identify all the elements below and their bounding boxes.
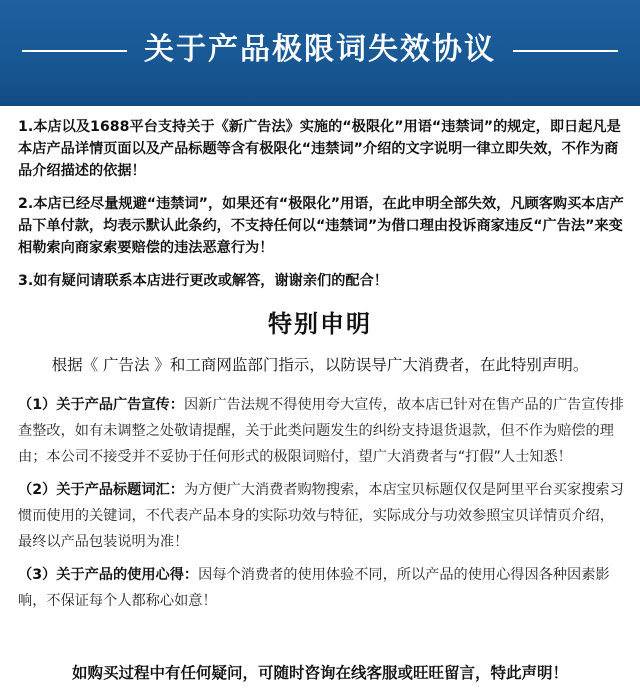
clause-text: 为方便广大消费者购物搜索，本店宝贝标题仅仅是阿里平台买家搜索习惯而使用的关键词，不代表产品本身的实际功效与特征，实际成分与功效参照宝贝详情页介绍，最终以产品包装说明为准！ [18,482,624,550]
special-statement-intro: 根据《 广告法 》和工商网监部门指示，以防误导广大消费者，在此特别声明。 [51,356,589,374]
clause-item-2 [18,477,624,555]
rule-item-1: 1.本店以及1688平台支持关于《新广告法》实施的“极限化”用语“违禁词”的规定，即日起凡是本店产品详情页面以及产品标题等含有极限化“违禁词”介绍的文字说明一律立即失效，不作为商品介绍描述的依据！ [18,119,621,179]
page-title: 关于产品极限词失效协议 [144,32,496,67]
rule-item-2: 2.本店已经尽量规避“违禁词”，如果还有“极限化”用语，在此申明全部失效，凡顾客购买本店产品下单付款，均表示默认此条约，不支持任何以“违禁词”为借口理由投诉商家违反“广告法”来变相勒索向商家索要赔偿的违法恶意行为！ [18,196,624,256]
clause-text: 因每个消费者的使用体验不同，所以产品的使用心得因各种因素影响，不保证每个人都称心如意！ [18,567,610,609]
banner-divider-right [513,50,618,52]
clause-label: （2）关于产品标题词汇： [18,482,184,498]
clause-label: （1）关于产品广告宣传： [18,397,184,413]
clause-item-3 [18,562,624,614]
clause-label: （3）关于产品的使用心得： [18,567,199,583]
rule-item-3: 3.如有疑问请联系本店进行更改或解答，谢谢亲们的配合！ [18,273,388,289]
footer-statement: 如购买过程中有任何疑问，可随时咨询在线客服或旺旺留言，特此声明！ [71,664,568,682]
clauses-list [18,392,624,621]
rules-list [18,116,626,303]
header-banner [0,0,640,106]
special-statement-title: 特别申明 [268,310,372,338]
clause-text: 因新广告法规不得使用夸大宣传，故本店已针对在售产品的广告宣传排查整改，如有未调整之处敬请提醒，关于此类问题发生的纠纷支持退货退款，但不作为赔偿的理由；本公司不接受并不妥协于任何形式的极限词赔付，望广大消费者与“打假”人士知悉！ [18,397,624,465]
clause-item-1 [18,392,624,470]
